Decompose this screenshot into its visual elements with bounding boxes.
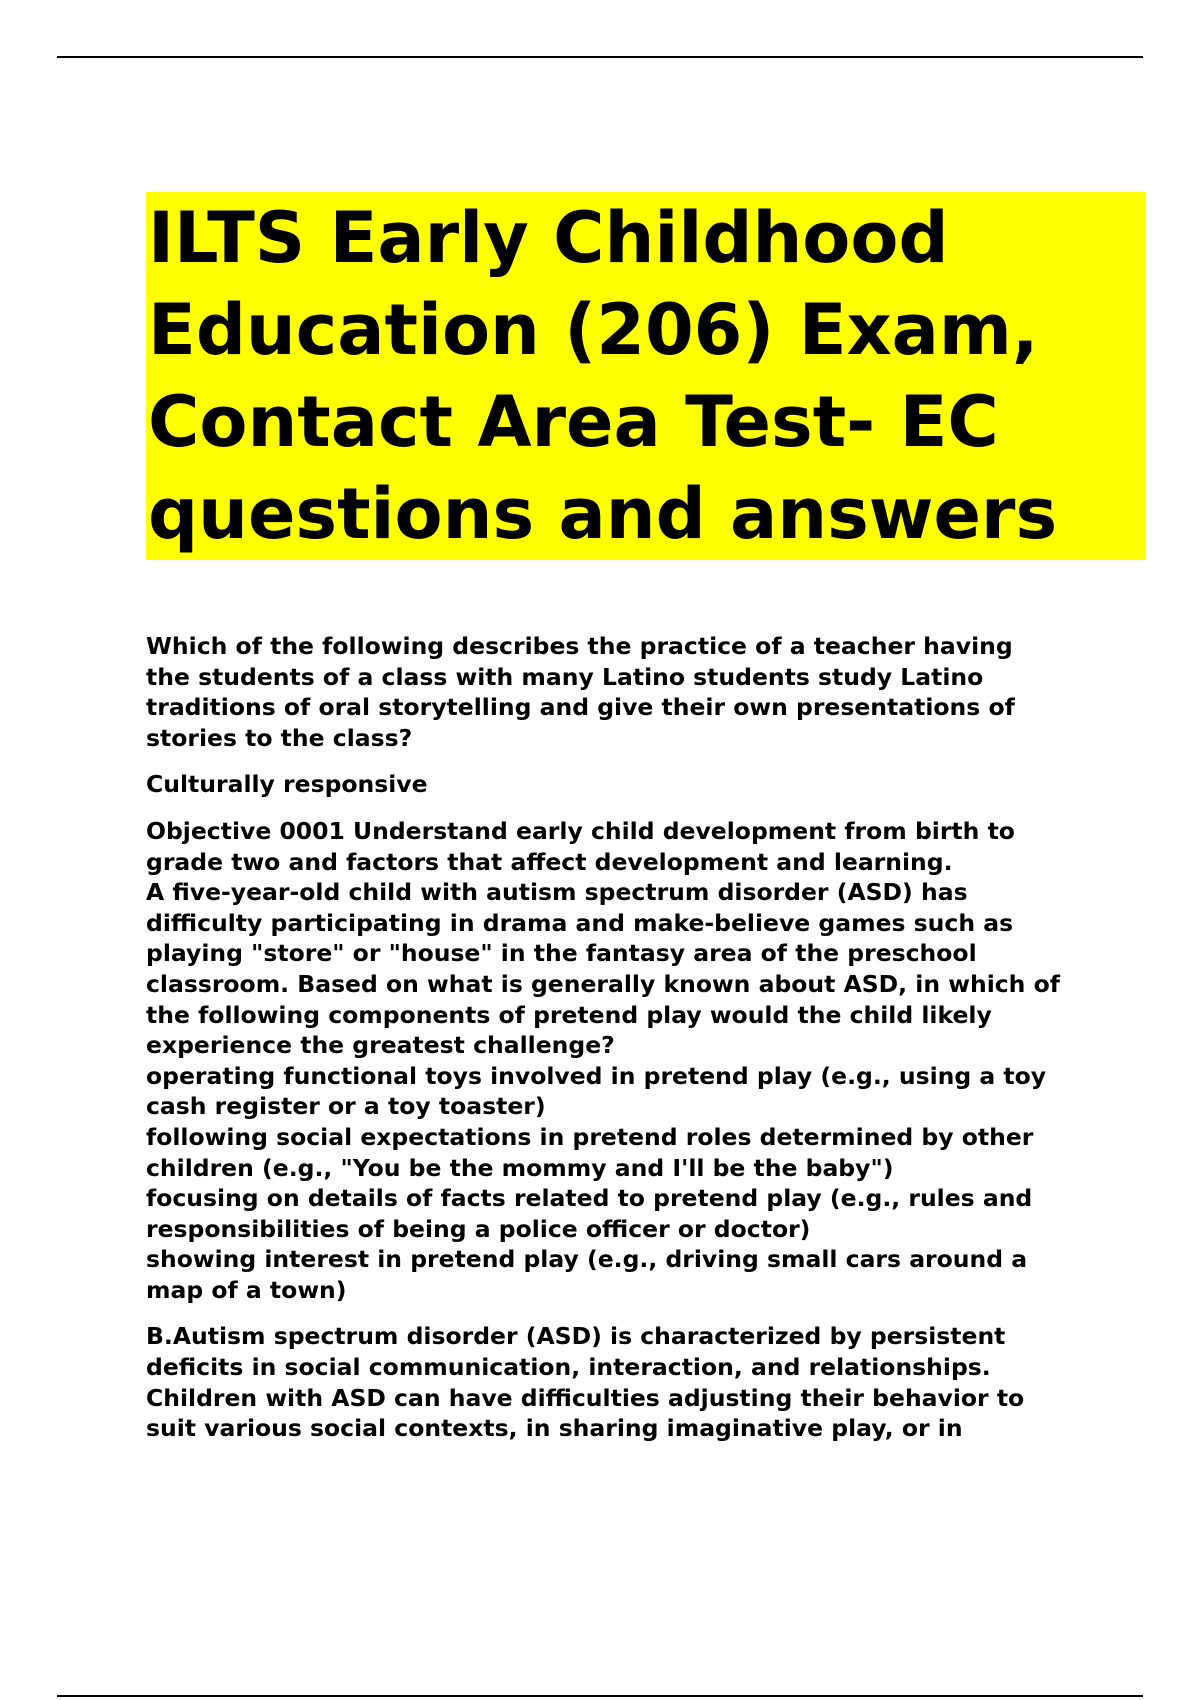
answer-2-line: suit various social contexts, in sharing imaginative play, or in <box>146 1414 963 1443</box>
question-2-line: experience the greatest challenge? <box>146 1031 615 1060</box>
question-1-line: traditions of oral storytelling and give their own presentations of <box>146 693 1015 722</box>
question-2-option-line: showing interest in pretend play (e.g., driving small cars around a <box>146 1245 1028 1274</box>
answer-1 <box>146 769 1146 800</box>
title-line: ILTS Early Childhood <box>146 192 1146 284</box>
question-2-line: playing "store" or "house" in the fantasy area of the preschool <box>146 939 977 968</box>
question-1 <box>146 631 1146 753</box>
question-2-option-line: map of a town) <box>146 1275 347 1304</box>
title-line: Education (206) Exam, <box>146 284 1146 376</box>
question-2 <box>146 816 1146 1306</box>
question-2-line: Objective 0001 Understand early child development from birth to <box>146 816 1015 845</box>
answer-1-text: Culturally responsive <box>146 770 428 799</box>
question-2-line: grade two and factors that affect development and learning. <box>146 847 953 876</box>
question-2-option-line: responsibilities of being a police officer or doctor) <box>146 1214 811 1243</box>
title-line: questions and answers <box>146 468 1146 560</box>
document-content <box>146 192 1146 1444</box>
question-2-option-line: cash register or a toy toaster) <box>146 1092 546 1121</box>
top-rule <box>57 56 1143 58</box>
answer-2-line: deficits in social communication, interaction, and relationships. <box>146 1353 991 1382</box>
question-1-line: stories to the class? <box>146 723 413 752</box>
question-2-line: the following components of pretend play would the child likely <box>146 1000 992 1029</box>
question-1-line: Which of the following describes the practice of a teacher having <box>146 632 1013 660</box>
question-2-line: classroom. Based on what is generally known about ASD, in which of <box>146 969 1060 998</box>
question-2-option-line: operating functional toys involved in pretend play (e.g., using a toy <box>146 1061 1047 1090</box>
question-2-line: A five-year-old child with autism spectrum disorder (ASD) has <box>146 878 968 907</box>
bottom-rule <box>57 1695 1143 1697</box>
title-line: Contact Area Test- EC <box>146 376 1146 468</box>
question-1-line: the students of a class with many Latino students study Latino <box>146 662 984 691</box>
question-2-option-line: children (e.g., "You be the mommy and I'll be the baby") <box>146 1153 894 1182</box>
question-2-option-line: focusing on details of facts related to pretend play (e.g., rules and <box>146 1184 1033 1213</box>
answer-2 <box>146 1321 1146 1443</box>
answer-2-line: Children with ASD can have difficulties adjusting their behavior to <box>146 1383 1025 1412</box>
answer-2-line: B.Autism spectrum disorder (ASD) is characterized by persistent <box>146 1322 1006 1351</box>
question-2-line: difficulty participating in drama and make-believe games such as <box>146 908 1014 937</box>
document-title <box>146 192 1146 560</box>
question-2-option-line: following social expectations in pretend roles determined by other <box>146 1122 1034 1151</box>
